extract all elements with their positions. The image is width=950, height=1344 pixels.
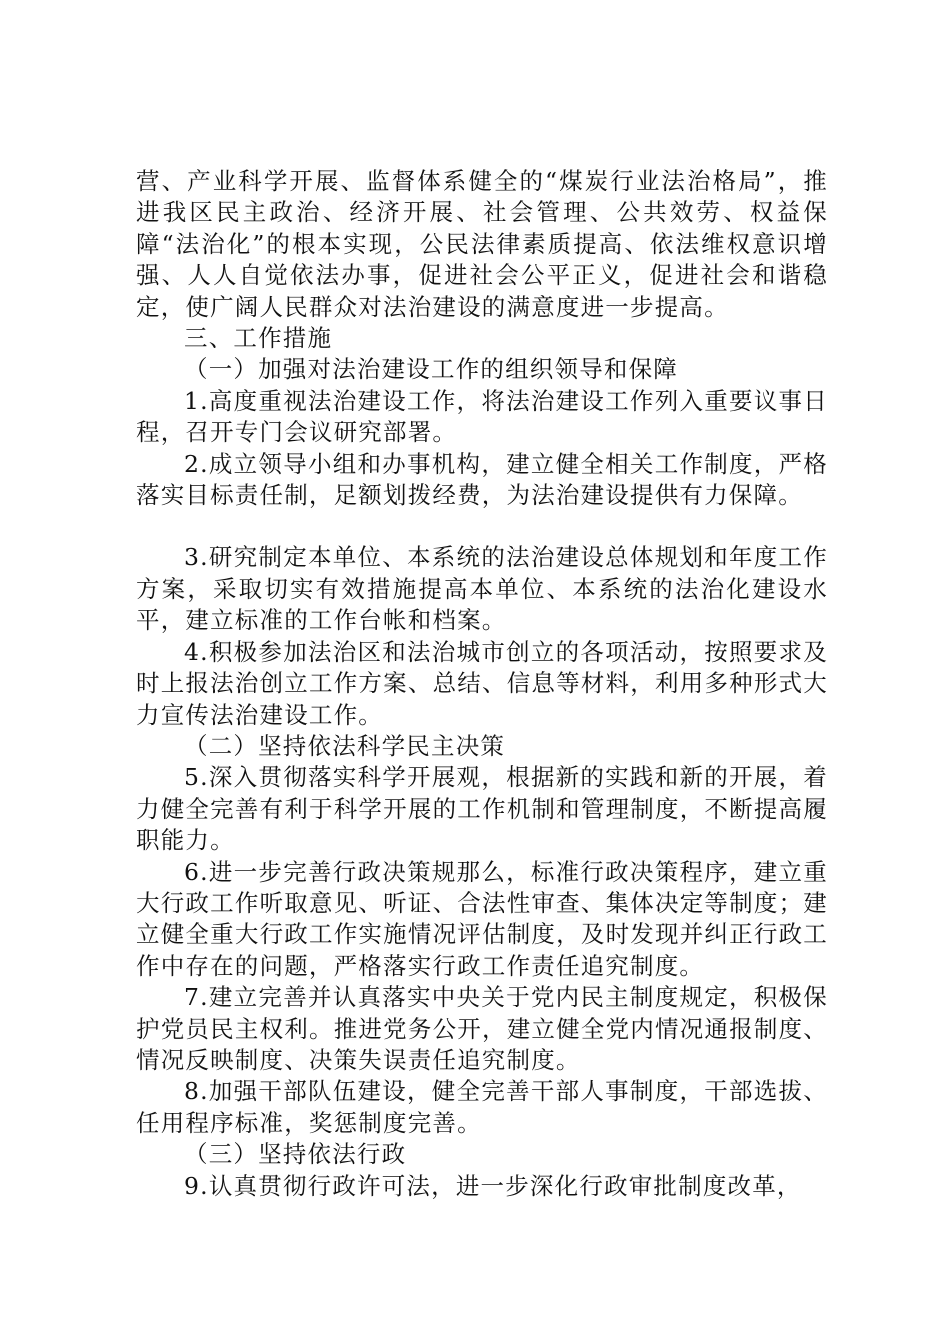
item-3: 3.研究制定本单位、本系统的法治建设总体规划和年度工作方案，采取切实有效措施提高本单位、本系统的法治化建设水平，建立标准的工作台帐和档案。 [136, 543, 828, 635]
item-8: 8.加强干部队伍建设，健全完善干部人事制度，干部选拔、任用程序标准，奖惩制度完善。 [136, 1077, 828, 1137]
item-1: 1.高度重视法治建设工作，将法治建设工作列入重要议事日程，召开专门会议研究部署。 [136, 386, 828, 447]
document-body [136, 166, 828, 1202]
subsection-heading-1: （一）加强对法治建设工作的组织领导和保障 [184, 355, 678, 384]
subsection-heading-2: （二）坚持依法科学民主决策 [184, 731, 506, 760]
item-7: 7.建立完善并认真落实中央关于党内民主制度规定，积极保护党员民主权利。推进党务公开，建立健全党内情况通报制度、情况反映制度、决策失误责任追究制度。 [136, 983, 828, 1074]
item-4: 4.积极参加法治区和法治城市创立的各项活动，按照要求及时上报法治创立工作方案、总结、信息等材料，利用多种形式大力宣传法治建设工作。 [136, 637, 828, 729]
item-2: 2.成立领导小组和办事机构，建立健全相关工作制度，严格落实目标责任制，足额划拨经费，为法治建设提供有力保障。 [136, 449, 828, 510]
item-5: 5.深入贯彻落实科学开展观，根据新的实践和新的开展，着力健全完善有利于科学开展的工作机制和管理制度，不断提高履职能力。 [136, 763, 828, 855]
paragraph-continuation: 营、产业科学开展、监督体系健全的“煤炭行业法治格局”，推进我区民主政治、经济开展、社会管理、公共效劳、权益保障“法治化”的根本实现，公民法律素质提高、依法维权意识增强、人人自觉依法办事，促进社会公平正义，促进社会和谐稳定，使广阔人民群众对法治建设的满意度进一步提高。 [136, 167, 828, 321]
blank-line [136, 511, 828, 542]
section-heading-3: 三、工作措施 [184, 324, 333, 353]
item-6: 6.进一步完善行政决策规那么，标准行政决策程序，建立重大行政工作听取意见、听证、合法性审查、集体决定等制度；建立健全重大行政工作实施情况评估制度，及时发现并纠正行政工作中存在的问题，严格落实行政工作责任追究制度。 [136, 857, 828, 980]
item-9: 9.认真贯彻行政许可法，进一步深化行政审批制度改革， [184, 1171, 802, 1200]
subsection-heading-3: （三）坚持依法行政 [184, 1140, 407, 1169]
